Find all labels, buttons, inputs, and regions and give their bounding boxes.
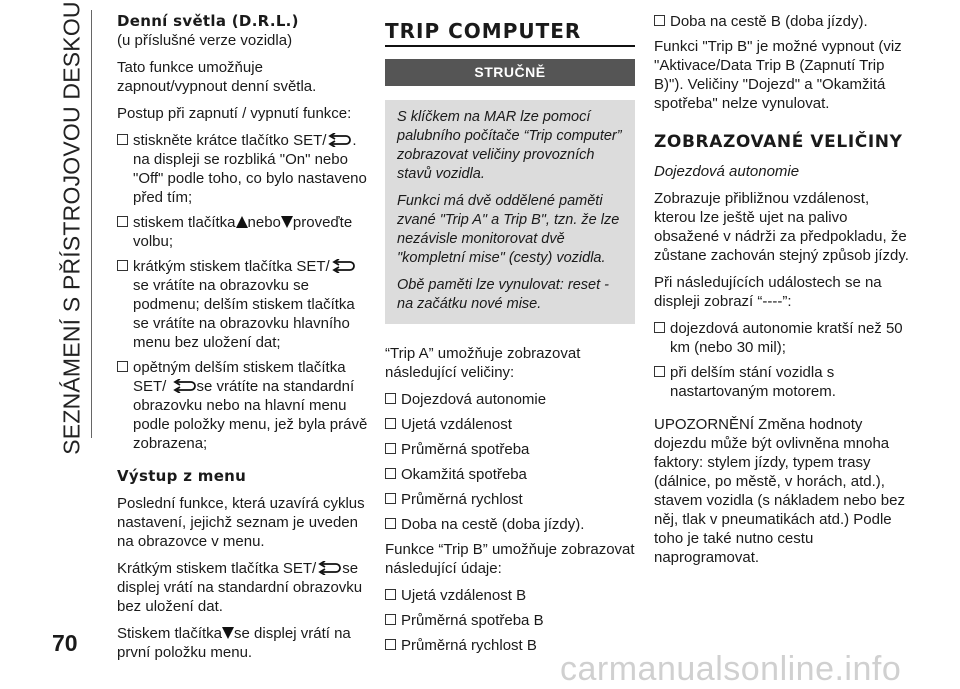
checkbox-bullet-icon (654, 322, 665, 333)
summary-box (385, 100, 635, 324)
exit-heading: Výstup z menu (117, 467, 247, 485)
checkbox-bullet-icon (385, 518, 396, 529)
checkbox-bullet-icon (385, 493, 396, 504)
list-item: opětným delším stiskem tlačítka SET/ se vrátíte na standardní obrazovku nebo na hlavní menu podle položky menu, jež byla právě zobrazena; (117, 358, 369, 453)
list-item: Průměrná spotřeba B (385, 611, 635, 630)
return-arrow-icon (330, 259, 356, 273)
checkbox-bullet-icon (385, 639, 396, 650)
sidebar-title: SEZNÁMENÍ S PŘÍSTROJOVOU DESKOU (58, 1, 85, 455)
checkbox-bullet-icon (385, 589, 396, 600)
list-item: Dojezdová autonomie (385, 390, 635, 409)
range-description: Zobrazuje přibližnou vzdálenost, kterou lze ještě ujet na palivo obsažené v nádrži za předpokladu, že zůstane zachován stejný způsob jízdy. (654, 190, 909, 264)
list-item: stiskem tlačítka nebo proveďte volbu; (117, 213, 369, 251)
trip-computer-heading: TRIP COMPUTER (385, 22, 635, 47)
checkbox-bullet-icon (117, 260, 128, 271)
return-arrow-icon (171, 379, 197, 393)
checkbox-bullet-icon (654, 15, 665, 26)
down-triangle-icon (281, 216, 293, 228)
checkbox-bullet-icon (117, 134, 128, 145)
checkbox-bullet-icon (385, 443, 396, 454)
list-item: Okamžitá spotřeba (385, 465, 635, 484)
exit-paragraph-2: Krátkým stiskem tlačítka SET/ se displej vrátí na standardní obrazovku bez uložení dat. (117, 560, 363, 615)
checkbox-bullet-icon (117, 361, 128, 372)
checkbox-bullet-icon (654, 366, 665, 377)
up-triangle-icon (236, 216, 248, 228)
watermark: carmanualsonline.info (560, 650, 902, 688)
list-item: stiskněte krátce tlačítko SET/ . na displeji se rozbliká "On" nebo "Off" podle toho, co bylo nastaveno před tím; (117, 131, 369, 207)
trip-b-note: Funkci "Trip B" je možné vypnout (viz "Aktivace/Data Trip B (Zapnutí Trip B)"). Veličiny "Dojezd" a "Okamžitá spotřeba" nelze vynulovat. (654, 38, 902, 112)
list-item: Doba na cestě B (doba jízdy). (654, 12, 910, 31)
summary-paragraph-1: S klíčkem na MAR lze pomocí palubního počítače “Trip computer” zobrazovat veličiny provozních stavů vozidla. (397, 109, 622, 182)
sidebar-divider (91, 10, 92, 438)
return-arrow-icon (316, 561, 342, 575)
checkbox-bullet-icon (385, 393, 396, 404)
list-item: Ujetá vzdálenost (385, 415, 635, 434)
page-number: 70 (52, 630, 78, 656)
column-2 (385, 12, 635, 661)
trip-a-list (385, 390, 635, 534)
checkbox-bullet-icon (385, 614, 396, 625)
list-item: Průměrná rychlost (385, 490, 635, 509)
exit-paragraph-1: Poslední funkce, která uzavírá cyklus nastavení, jejichž seznam je uveden na obrazovce v menu. (117, 495, 365, 550)
down-triangle-icon (222, 627, 234, 639)
summary-paragraph-2: Funkci má dvě oddělené paměti zvané "Trip A" a Trip B", tzn. že lze nezávisle monitorovat dvě "kompletní mise" (cesty) vozidla. (397, 193, 620, 266)
warning-paragraph: UPOZORNĚNÍ Změna hodnoty dojezdu může být ovlivněna mnoha faktory: stylem jízdy, typem trasy (dálnice, po městě, v horách, atd.), stavem vozidla (s nákladem nebo bez něj, tlak v pneumatikách atd.) Podle toho je také nutno cestu naprogramovat. (654, 416, 905, 566)
displayed-values-heading: ZOBRAZOVANÉ VELIČINY (654, 132, 903, 152)
list-item: Průměrná rychlost B (385, 636, 635, 655)
range-subheading: Dojezdová autonomie (654, 163, 800, 180)
list-item: Průměrná spotřeba (385, 440, 635, 459)
column-1 (117, 12, 369, 670)
checkbox-bullet-icon (117, 216, 128, 227)
trip-b-list (385, 586, 635, 655)
column-3 (654, 12, 910, 575)
summary-bar: STRUČNĚ (385, 59, 635, 86)
drl-intro: Tato funkce umožňuje zapnout/vypnout denní světla. (117, 59, 317, 95)
summary-paragraph-3: Obě paměti lze vynulovat: reset - na začátku nové mise. (397, 277, 609, 312)
trip-a-intro: “Trip A” umožňuje zobrazovat následující veličiny: (385, 345, 581, 381)
trip-b-intro: Funkce “Trip B” umožňuje zobrazovat následující údaje: (385, 541, 635, 577)
list-item: krátkým stiskem tlačítka SET/se vrátíte na obrazovku se podmenu; delším stiskem tlačítka se vrátíte na obrazovku hlavního menu bez uložení dat; (117, 257, 369, 352)
procedure-label: Postup při zapnutí / vypnutí funkce: (117, 105, 352, 122)
checkbox-bullet-icon (385, 418, 396, 429)
list-item: Ujetá vzdálenost B (385, 586, 635, 605)
range-events-intro: Při následujících událostech se na displeji zobrazí “----”: (654, 274, 882, 310)
checkbox-bullet-icon (385, 468, 396, 479)
return-arrow-icon (326, 133, 352, 147)
list-item: Doba na cestě (doba jízdy). (385, 515, 635, 534)
list-item: při delším stání vozidla s nastartovaným motorem. (654, 363, 910, 401)
drl-subheading: (u příslušné verze vozidla) (117, 32, 293, 49)
list-item: dojezdová autonomie kratší než 50 km (nebo 30 mil); (654, 319, 910, 357)
exit-paragraph-3: Stiskem tlačítka se displej vrátí na první položku menu. (117, 625, 351, 661)
drl-heading: Denní světla (D.R.L.) (117, 12, 299, 30)
